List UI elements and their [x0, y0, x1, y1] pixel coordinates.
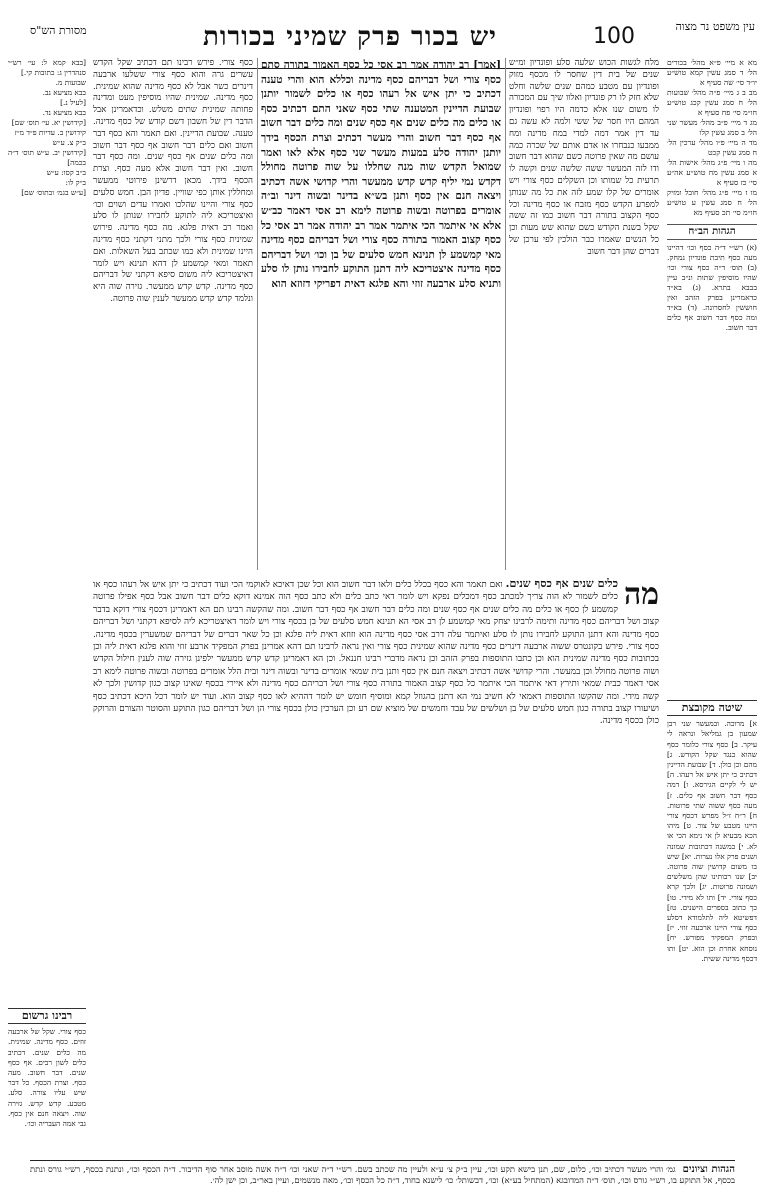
- header-ein-mishpat-label: עין משפט נר מצוה: [675, 20, 755, 33]
- ein-mishpat-entry: מד ה מיי׳ פ״ו מהל׳ ערכין הל׳ ח סמג עשין קכט: [667, 138, 757, 157]
- mesoret-entry: [לעיל נ.]: [60, 98, 86, 107]
- rabbeinu-gershom-box: [8, 1008, 86, 1168]
- page-number: 100: [593, 24, 635, 49]
- footnote-title: הגהות וציונים: [682, 1164, 735, 1175]
- page-title: יש בכור פרק שמיני בכורות: [202, 22, 497, 52]
- mesoret-entry: קידושין ב. עדיות פ״ד מ״ז: [14, 128, 86, 137]
- mesoret-entry: [בבא קמא ל: עי׳ רש״י סנהדרין ג: כתובות קי.]: [8, 58, 86, 77]
- opening-word: מה: [623, 578, 659, 612]
- mesoret-entry: ב״ק צ. ע״ש: [52, 138, 86, 147]
- mesoret-entry: ב״ק לו:: [65, 178, 86, 187]
- rashi-commentary: מלח לגשות הכוש שלעה סלע ופונדיון ומ״ש שנים של בית דין שחסר לו מכסף מזוק ופונדיון עם מטבע כמהם שנים שלשה וחלט שלא חזק לו רק פונדיון ואלוו שיך עם המכורה לו משום שנו אלא כדמה היו רפוי ופונדיון המהם היו חסר של ששי ולמה לא עשה גם עד דין אמר דמה למדי במח מדינה ומח ממבעו כנבחרו או אדם אותם של שכרה כמה עושם מה שאין פרוטה כשם שהוא דבר חשוב ודו לזה המעשר ששה שלשה שנים וקשה לו תרעית כל שמותו וכן השקלים כסף צורי ויש אומרים של קלו שמע לזה את כל מה שנותן למפרע הקדש כסף מזבח או כסף מדינה וכל כסף הקצוב בתורה דבר חשוב כמו זה ששה שקל בשנת הקודש כשם שהוא שש מעות וכן כל הנשים שאמרו כבר הולכין לפי ערכן של דברים שהן דבר חשוב: [509, 58, 659, 257]
- shita-mekubetzet-box: [667, 700, 757, 1170]
- mesoret-entry: [קידושין יב. ע״ש תוס׳ ד״ה בכמה]: [8, 148, 86, 167]
- mesoret-entry: ב״ב קסו: ע״ש: [46, 168, 86, 177]
- dibur-hamatchil: כלים שנים אף כסף שנים.: [505, 578, 618, 590]
- footnote-text: גמ׳ והרי מעשר דכתיב וכו׳, כלום, שם, תנן בישא תקע וכו׳, עיין ב״ק צ׳ ע״א ולעיין מה שכתב בשם. רש״י ד״ה שאני וכו׳ ד״ה אשה מוסב אחר סוף הדיבור. ד״ה הכסף וכו׳, ונתנת בכסף, רש״י גורס ונתת בכסף, אל התוקע בו, רש״י גורס וכו׳, תוס׳ ד״ה המדובגא (המתחיל בע״א) וכו׳, דבשותל׳ כו׳ לישנא בחוד, ד״ה כל הכסף וכו׳, מאה מנשמים, ועיין באר״ב, וכן ישן לה׳.: [30, 1164, 735, 1185]
- ein-mishpat-entry: מה ו מיי׳ פ״ג מהל׳ אישות הל׳ א סמג עשין מח טוש״ע אה״ע סי׳ כז סעיף א: [667, 158, 757, 187]
- rabbeinu-gershom-text: כסף צורי. שקל של ארבעה זוזים. כסף מדינה. שמינית. מה כלים שנים. דכתיב כלים לשון רבים. אף כסף שנים. דבר חשוב. מעה כסף. וצרת הכסף. כל דבר שיש עליו צורה. סלע. מטבע. קדש קדש. גזירה שוה. ויצאה חנם אין כסף. גבי אמה העבריה וכו׳.: [8, 1027, 86, 1129]
- ein-mishpat-entry: מב ב ג מיי׳ פ״ה מהל׳ שבועות הל׳ ח סמג עשין קכג טוש״ע חו״מ סי׳ פח סעיף א: [667, 88, 757, 117]
- tosafot-commentary: כסף צורי. פירש רבינו תם דכתיב שקל הקדש עשרים גרה והוא כסף צורי ששלעו ארבעה דינרים כשר אבל לא כסף מדינה שהוא שמינית. כסף מדינה. שמינית שהיו מוסיפין מעט ומדינה פחותה שמינית שתים משלש. וכדאמרינן אבל הדבר דין של חשבון דשם קודש של כסף מדינה. טענה. שבועת הדיינין. ואם תאמר והא כסף דבר חשוב ואם כלים דבר חשוב אף כסף דבר חשוב ומה כלים שנים אף כסף שנים. ומה כסף דבר חשוב. ואין דבר חשוב אלא מעה כסף. וצרת הכסף בידך. מכאן דרשינן פירוטי ממעשר ומחללין אותן כפי שוויין. פדיון הבן. חמש סלעים כסף צורי והיינו שהלכו ואמרו עדים ושוים וכו׳ ואיצטריכא ליה לתוקע לחבירו שנותן לו סלע ואמר רב דאית פלגא. מה כסף מדינה. פירוש שמינית כסף צורי ולכך מתני דקתני כסף מדינה היינו שמינית ולא כמו שכתב בעל השאלות. ואם תאמר ומאי קמשמע לן דהא תנינא ויש לומר דאיצטריכא ליה משום סיפא דקתני של דבריהם כסף מדינה. קדש קדש ממעשר. גזירה שוה היא ונלמד קדש קדש ממעשר לענין שוה פרוטה.: [93, 58, 253, 304]
- shita-mekubetzet-title: שיטה מקובצת: [667, 700, 757, 716]
- header-mesoret-label: מסורת הש"ס: [30, 24, 87, 37]
- hagahot-habach-title: הגהות הב״ח: [667, 224, 757, 240]
- lower-commentary-text: ואם תאמר והא כסף בכלל כלים ולאו דבר חשוב הוא וכל שכן דאיכא לאוקמי הכי ועוד דכתיב כי יתן איש אל רעהו כסף או כלים לשמור לא הוה צריך למכתב כסף דמכלים נפקא ויש לומר דאי כתב כלים ולא כתב כסף הוה אמינא דוקא כלים דבר חשוב אבל כסף אפילו פרוטה קמשמע לן כסף או כלים מה כלים שנים אף כסף שנים ומה כלים דבר חשוב אף כסף דבר חשוב. ומה שהקשה רבינו תם הא דאמרינן דכסף צורי דוקא בדבר קצוב ושל דבריהם כסף מדינה ותימה לרבינו יצחק מאי קמשמע לן רב אסי הא תנינא חמש סלעים של בן בכסף צורי ויש לומר דאיצטריכא ליה לסיפא דקתני ושל דבריהם כסף מדינה והא דתנן התוקע לחבירו נותן לו סלע ואיתמר עלה דרב אסי כסף מדינה הוא וזוזא דאית ליה פלגא וכן כל שאר דברים של דבריהם שמשערין בכסף מדינה. כסף צורי. פירש בקונטרס ששוה ארבעה דינרים כסף מדינה שהוא שמינית כסף צורי ואין נראה לרבינו תם דהא אמרינן בפרק המפקיד ארבע זוזי והוא פלגא דאית ליה וכן בכתובות כסף מדינה שמינית הוא וכן כתבו התוספות בפרק הזהב וכן נראה מדברי רבינו חננאל. וכן הא דאמרינן קדש קדש ממעשר ילפינן גזירה שוה לענין חילול הקדש ושוה פרוטה מחולל וכן במעשר. והרי קדושי אשה דכתיב ויצאה חנם אין כסף ותנן בית שמאי אומרים בדינר ובשוה דינר ובית הלל אומרים בפרוטה ובשוה פרוטה לימא רב אסי דאמר כבית שמאי ותירץ דאי איתמר הכי איתמר כל כסף קצוב האמור בתורה כסף צורי ושל דבריהם כסף מדינה ולא איירי בכסף שאינו קצוב כגון קדושין ולכך לא קשה מידי. ומה שהקשו התוספות דאמאי לא חשיב נמי הא דתנן בהגוזל קמא ומוסיף חומש יש לומר דההיא לאו כסף קצוב הוא. ועוד יש לומר דכל היכא דכתיב כסף ושיעורו קצוב בתורה כגון חמש סלעים של בן ושלשים של עבד וחמשים של מוציא שם רע וכן הערכין כולן בכסף צורי הן ושל דבריהם כגון התוקע והסוטר והצורם והרוקק כולן בכסף מדינה.: [93, 580, 659, 727]
- shita-mekubetzet-text: א] מרוכה. ובמעשר שני רבן שמעון בן גמליאל ונראה לי עיקר. ב] כסף צורי כלומר כסף שהוא כנגד שקל הקודש. ג] מהם וכן כולן. ד] שבועת הדיינין דכתיב כי יתן איש אל רעהו. ה] יש לי לקיים הגירסא. ו] דמה כסף דבר חשוב אף כלים. ז] מעה כסף ששוה שתי פרוטות. ח] ר״ח ז״ל מפרש דכסף צורי היינו מטבע של צור. ט] מיהו הכא מבעיא לן אי נימא הכי או לא. י] במשנה דכתובות שמונה ושנים פרק אלו נערות. יא] שיש בו משום קדושין שוה פרוטה. יב] שנו רבותינו שהן משלשים ושמונה פרוטות. יג] ולכך קרא כסף צורי. יד] ותו לא מידי. טו] כך כתוב בספרים הישנים. טז] דפשיטא ליה לתלמודא דסלע כסף צורי היינו ארבעה זוזי. יז] ובפרק המפקיד מפורש. יח] נוסחא אחרת וכן הוא. יט] ותו דכסף מדינה ששית.: [667, 719, 757, 963]
- column-divider: [505, 58, 506, 570]
- mesoret-hashas-column: [8, 58, 86, 656]
- rabbeinu-gershom-title: רבינו גרשום: [8, 1008, 86, 1024]
- gemara-main-text: [אמר] רב יהודה אמר רב אסי כל כסף האמור בתורה סתם כסף צורי ושל דבריהם כסף מדינה וכללא הוא והרי טענה דכתיב כי יתן איש אל רעהו כסף או כלים לשמור יותנן שבועת הדיינין המטענה שתי כסף שאני התם דכתיב כסף או כלים מה כלים שנים אף כסף שנים ומה כלים דבר חשוב אף כסף דבר חשוב והרי מעשר דכתיב וצרת הכסף בידך יותנן יהודה סלע במעות מעשר שני כסף אלא לאו ואמר שמואל הקדש שוה מנה שחללו על שוה פרוטה מחולל דקדש נמי יליף קדש קדש ממעשר והרי קדושי אשה דכתיב ויצאה חנם אין כסף ותנן בש״א בדינר ובשוה דינר וב״ה אומרים בפרוטה ובשוה פרוטה לימא רב אסי דאמר כב״ש אלא אי איתמר הכי איתמר אמר רב יהודה אמר רב אסי כל כסף קצוב האמור בתורה כסף צורי ושל דבריהם כסף מדינה מאי קמשמע לן תנינא חמש סלעים של בן וכו׳ ושל דבריהם כסף מדינה איצטריכא ליה דתנן התוקע לחבירו נותן לו סלע ותניא סלע ארבעה זוזי והא פלגא דאית דפריקי דזוזא הוא: [261, 59, 501, 290]
- ein-mishpat-column: [667, 58, 757, 656]
- column-divider: [257, 58, 258, 570]
- page-header: [30, 20, 755, 60]
- mesoret-entry: [ע״ש בגמ׳ ובתוס׳ שם]: [21, 188, 86, 197]
- lower-commentary: [93, 578, 659, 1158]
- mesoret-entry: בבא מציעא נד.: [42, 108, 86, 117]
- hagahot-vetziyunim: [30, 1164, 735, 1198]
- ein-mishpat-entry: מו ז מיי׳ פ״ג מהל׳ חובל ומזיק הל׳ ח סמג עשין ע טוש״ע חו״מ סי׳ תכ סעיף מא: [667, 188, 757, 217]
- hagahot-habach-text: (א) רש״י ד״ה כסף וכו׳ דהיינו מעה כסף תיבת פונדיון נמחק. (ב) תוס׳ ד״ה כסף צורי וכו׳ שהיו מוסיפין שתות ונ״ב עיין בבבא בתרא. (ג) בא״ד כדאמרינן בפרק הזהב ואין חוששין לחסרונה. (ד) בא״ד ומה כסף דבר חשוב אף כלים דבר חשוב.: [667, 243, 757, 332]
- mesoret-entry: בבא מציעא נב.: [42, 88, 86, 97]
- ein-mishpat-entry: מא א מיי׳ פ״א מהל׳ בכורים הל׳ ד סמג עשין קמא טוש״ע יו״ד סי׳ שה סעיף א: [667, 58, 757, 87]
- mesoret-entry: שבועות מ.: [55, 78, 86, 87]
- ein-mishpat-entry: מג ד מיי׳ פ״ב מהל׳ מעשר שני הל׳ ב סמג עשין קלו: [667, 118, 757, 137]
- footnote-divider: [30, 1160, 735, 1161]
- mesoret-entry: [קידושין יא. עי׳ תוס׳ שם]: [11, 118, 86, 127]
